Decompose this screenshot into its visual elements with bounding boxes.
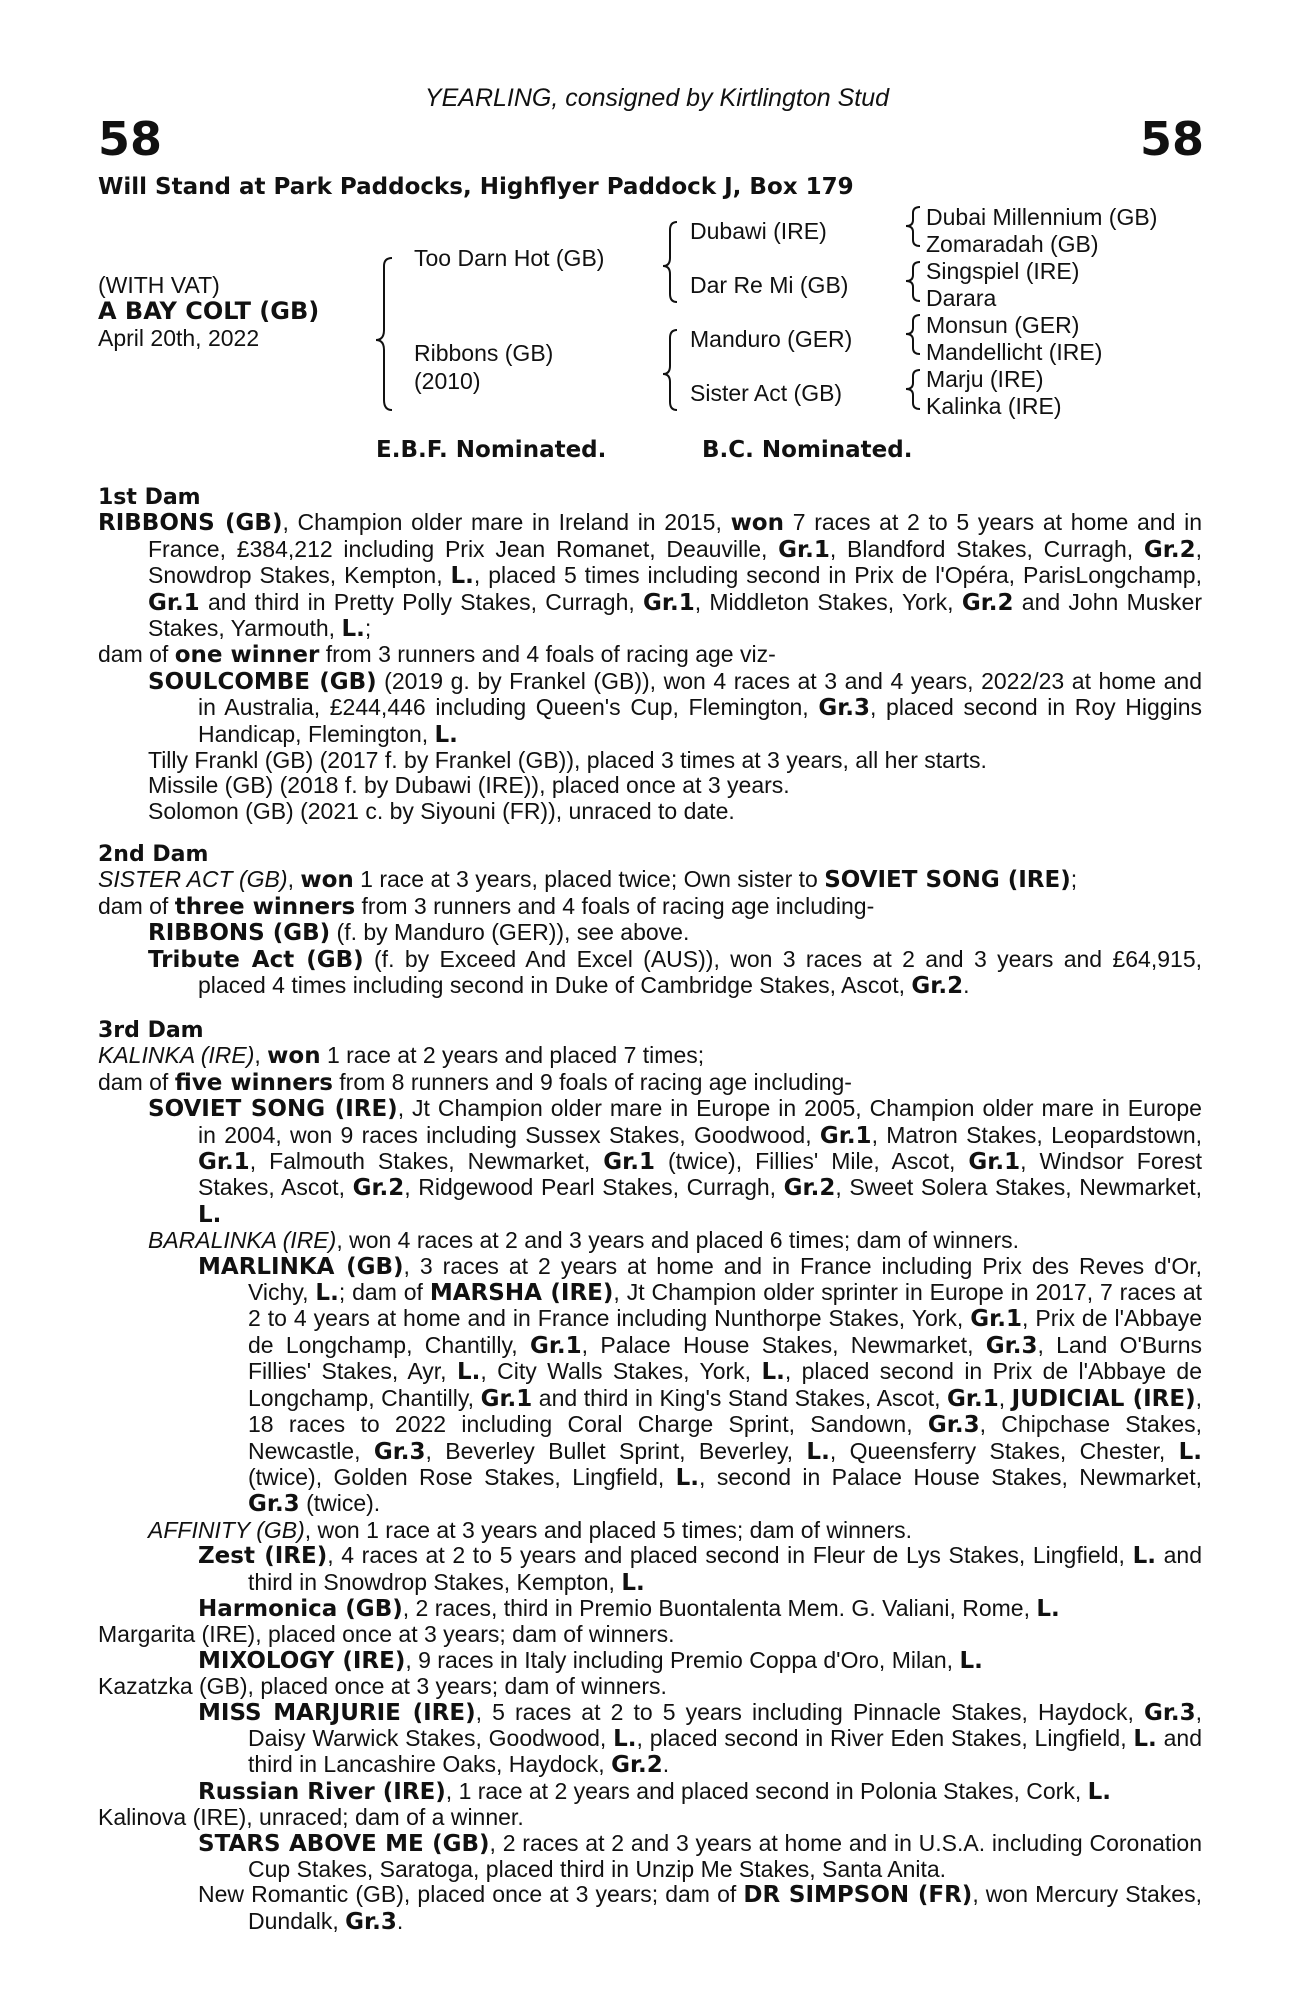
record-text: 1 race at 3 years, placed twice; Own sister to [353,866,825,893]
grade-label: Gr.3 [927,1412,980,1439]
third-dam-section [98,1018,1202,1935]
grand-produce-entry [98,1831,1202,1883]
grade-label: L. [675,1464,700,1491]
grade-label: Gr.3 [345,1908,397,1935]
produce-entry: Tilly Frankl (GB) (2017 f. by Frankel (GB)), placed 3 times at 3 years, all her starts. [148,747,987,774]
record-text: and third in Snowdrop Stakes, Kempton, [248,1542,1202,1595]
record-text: , won 4 races at 2 and 3 years and placed 6 times; dam of winners. [336,1227,1020,1254]
record-text: , placed second in Prix de l'Abbaye de Longchamp, Chantilly, [248,1358,1202,1411]
record-text: , 5 races at 2 to 5 years including Pinnacle Stakes, Haydock, [475,1698,1144,1725]
record-text: and John Musker Stakes, Yarmouth, [148,588,1202,642]
record-text: , placed second in River Eden Stakes, Lingfield, [636,1724,1134,1751]
dam-name: KALINKA (IRE) [98,1042,255,1069]
produce-entry: Kazatzka (GB), placed once at 3 years; dam of winners. [98,1673,667,1700]
grade-label: L. [761,1359,785,1386]
sire-dam-name: Dar Re Mi (GB) [690,272,849,298]
record-text: , 2 races, third in Premio Buontalenta Mem. G. Valiani, Rome, [402,1594,1037,1621]
ebf-nomination: E.B.F. Nominated. [376,437,607,463]
won-label: won [300,867,354,894]
lot-number-left: 58 [98,112,163,166]
vat-note: (WITH VAT) [98,272,220,298]
grade-label: Gr.3 [818,695,871,722]
record-text: , Matron Stakes, Leopardstown, [871,1121,1202,1148]
grade-label: L. [1178,1438,1203,1465]
grade-label: L. [806,1438,830,1465]
record-text: (2019 g. by Frankel (GB)), won 4 races at 3 and 4 years, 2022/23 at home and in Australia, £244,446 including Queen's Cup, Flemington, [198,667,1202,721]
dam-record [98,510,1202,642]
grade-label: Gr.1 [778,536,830,563]
record-text: from 3 runners and 4 foals of racing age viz- [319,641,776,668]
produce-entry: Kalinova (IRE), unraced; dam of a winner. [98,1804,524,1831]
record-text: , Queensferry Stakes, Chester, [829,1437,1179,1464]
consignment-header: YEARLING, consigned by Kirtlington Stud [424,84,890,112]
produce-name: RIBBONS (GB) [148,920,331,947]
produce-entry [98,1228,1202,1253]
grade-label: Gr.1 [947,1385,999,1412]
produce-name: JUDICIAL (IRE) [1011,1385,1196,1412]
record-text: , 9 races in Italy including Premio Coppa d'Oro, Milan, [405,1646,960,1673]
produce-name: MISS MARJURIE (IRE) [198,1699,476,1726]
record-text: New Romantic (GB), placed once at 3 years; dam of [198,1881,744,1908]
produce-name: SOULCOMBE (GB) [148,668,377,695]
produce-entry: Missile (GB) (2018 f. by Dubawi (IRE)), placed once at 3 years. [148,772,790,799]
produce-name: MARLINKA (GB) [198,1253,404,1280]
second-dam-section [98,842,1202,999]
record-text: , Sweet Solera Stakes, Newmarket, [835,1174,1202,1201]
horse-name: A BAY COLT (GB) [98,297,320,325]
record-text: , placed second in Roy Higgins Handicap, Flemington, [198,694,1202,747]
sire-sire-name: Dubawi (IRE) [690,218,827,244]
grand-produce-entry [98,1596,1202,1622]
record-text: , 1 race at 2 years and placed second in Polonia Stakes, Cork, [445,1777,1088,1804]
won-label: won [730,510,784,537]
produce-name: BARALINKA (IRE) [148,1227,337,1254]
grand-produce-entry [98,1700,1202,1779]
grade-label: L. [315,1280,339,1307]
grade-label: Gr.1 [148,589,200,616]
dam-record [98,1043,1202,1069]
gen3-name: Kalinka (IRE) [926,393,1062,419]
dam-year: (2010) [414,368,481,394]
produce-name: Zest (IRE) [198,1543,328,1570]
record-text: from 3 runners and 4 foals of racing age including- [355,892,875,919]
record-text: , [287,866,301,893]
produce-entry: Margarita (IRE), placed once at 3 years; dam of winners. [98,1621,675,1648]
produce-name: STARS ABOVE ME (GB) [198,1830,490,1857]
section-heading: 3rd Dam [98,1018,204,1043]
dam-name: RIBBONS (GB) [98,510,283,537]
record-text: , Ridgewood Pearl Stakes, Curragh, [404,1174,784,1201]
record-text: ; [1070,866,1078,893]
record-text: (f. by Exceed And Excel (AUS)), won 3 races at 2 and 3 years and £64,915, placed 4 times including second in Duke of Cambridge Stakes, Ascot, [198,945,1202,999]
sire-name: Too Darn Hot (GB) [414,245,605,271]
produce-summary [98,1070,1202,1096]
gen3-name: Mandellicht (IRE) [926,339,1103,365]
produce-name: Harmonica (GB) [198,1595,403,1622]
grand-produce-entry [98,1543,1202,1596]
record-text: , Chipchase Stakes, Newcastle, [248,1411,1202,1464]
record-text: , Beverley Bullet Sprint, Beverley, [425,1437,807,1464]
record-text: , placed 5 times including second in Prix de l'Opéra, ParisLongchamp, [473,562,1202,589]
record-text: and third in King's Stand Stakes, Ascot, [532,1384,948,1411]
dam-name: Ribbons (GB) [414,340,554,366]
produce-name: MARSHA (IRE) [429,1280,614,1307]
grand-produce-entry [98,1254,1202,1518]
record-text: , Palace House Stakes, Newmarket, [581,1331,986,1358]
grade-label: L. [434,721,458,748]
record-text: , Prix de l'Abbaye de Longchamp, Chantilly, [248,1305,1202,1358]
record-text: dam of [98,892,175,919]
produce-entry [98,947,1202,1000]
grade-label: L. [1133,1725,1157,1752]
produce-name: MIXOLOGY (IRE) [198,1647,406,1674]
gen3-name: Darara [926,285,997,311]
produce-name: Tribute Act (GB) [148,946,364,973]
record-text: , won 1 race at 3 years and placed 5 times; dam of winners. [304,1516,913,1543]
produce-summary [98,894,1202,920]
record-text: dam of [98,641,175,668]
grade-label: Gr.2 [783,1175,836,1202]
record-text: and third in Pretty Polly Stakes, Curragh, [199,588,644,615]
record-text: (f. by Manduro (GER)), see above. [330,919,690,946]
record-text: , Daisy Warwick Stakes, Goodwood, [248,1698,1203,1751]
gen3-name: Monsun (GER) [926,312,1080,338]
record-text: ; dam of [338,1279,430,1306]
grade-label: L. [959,1647,983,1674]
grade-label: L. [621,1569,645,1596]
grade-label: Gr.1 [643,589,695,616]
produce-entry [98,669,1202,748]
record-text: , Land O'Burns Fillies' Stakes, Ayr, [248,1331,1202,1385]
record-text: , Jt Champion older mare in Europe in 2005, Champion older mare in Europe in 2004, won 9 races including Sussex Stakes, Goodwood, [198,1095,1202,1148]
grade-label: Gr.1 [198,1149,250,1176]
record-text: , 18 races to 2022 including Coral Charge Sprint, Sandown, [248,1384,1202,1438]
winner-count: five winners [174,1069,333,1096]
record-text: , second in Palace House Stakes, Newmarket, [699,1463,1202,1490]
produce-name: DR SIMPSON (FR) [743,1882,973,1909]
produce-entry [98,1096,1202,1228]
record-text: (twice), Golden Rose Stakes, Lingfield, [248,1463,676,1490]
grade-label: Gr.1 [529,1332,582,1359]
produce-name: SOVIET SONG (IRE) [148,1096,398,1123]
record-text: , 4 races at 2 to 5 years and placed second in Fleur de Lys Stakes, Lingfield, [327,1542,1133,1569]
grade-label: Gr.2 [611,1752,663,1779]
record-text: , Jt Champion older sprinter in Europe in 2017, 7 races at 2 to 4 years at home and in France including Nunthorpe Stakes, York, [248,1279,1203,1332]
record-text: . [963,972,970,999]
dam-record [98,867,1202,893]
gen3-name: Marju (IRE) [926,366,1044,392]
record-text: and third in Lancashire Oaks, Haydock, [248,1724,1202,1778]
record-text: . [396,1907,404,1934]
won-label: won [267,1043,321,1070]
record-text: (twice), Fillies' Mile, Ascot, [654,1148,969,1175]
grade-label: Gr.3 [373,1438,426,1465]
grade-label: Gr.2 [911,973,964,1000]
grade-label: Gr.3 [985,1332,1038,1359]
record-text: , Blandford Stakes, Curragh, [829,535,1144,562]
grade-label: Gr.1 [480,1385,533,1412]
gen3-name: Dubai Millennium (GB) [926,204,1158,230]
grade-label: Gr.2 [961,589,1014,616]
record-text: , 3 races at 2 years at home and in France including Prix des Reves d'Or, Vichy, [248,1252,1202,1306]
gen3-name: Zomaradah (GB) [926,231,1099,257]
gen3-name: Singspiel (IRE) [926,258,1080,284]
record-text: 1 race at 2 years and placed 7 times; [320,1042,705,1069]
record-text: , Champion older mare in Ireland in 2015, [282,509,731,536]
lot-number-right: 58 [1139,112,1204,166]
grade-label: L. [341,616,365,643]
grade-label: L. [198,1201,222,1228]
grade-label: L. [450,563,474,590]
record-text: 7 races at 2 to 5 years at home and in France, £384,212 including Prix Jean Romanet, Deauville, [148,509,1202,562]
record-text: , [998,1384,1012,1411]
grade-label: Gr.1 [968,1149,1021,1176]
record-text: , City Walls Stakes, York, [480,1358,762,1385]
grade-label: Gr.1 [603,1149,655,1176]
grade-label: Gr.2 [352,1175,405,1202]
grand-produce-entry [98,1779,1202,1805]
record-text: ; [364,615,372,642]
grade-label: L. [1087,1778,1112,1805]
record-text: , Snowdrop Stakes, Kempton, [148,535,1202,589]
section-heading: 1st Dam [98,485,201,510]
record-text: , Falmouth Stakes, Newmarket, [249,1148,604,1175]
dam-dam-name: Sister Act (GB) [690,380,843,406]
record-text: , Middleton Stakes, York, [694,588,962,615]
grand-produce-entry [98,1882,1202,1935]
record-text: from 8 runners and 9 foals of racing age including- [332,1068,852,1095]
produce-entry: Solomon (GB) (2021 c. by Siyouni (FR)), unraced to date. [148,797,735,824]
produce-summary [98,642,1202,668]
grade-label: Gr.1 [970,1306,1022,1333]
dam-sire-name: Manduro (GER) [690,326,853,352]
produce-entry [98,1518,1202,1543]
winner-count: one winner [174,642,320,669]
produce-name: Russian River (IRE) [198,1778,446,1805]
record-text: , won Mercury Stakes, Dundalk, [248,1881,1202,1934]
grade-label: Gr.3 [1143,1699,1196,1726]
grade-label: L. [456,1359,481,1386]
record-text: . [662,1751,670,1778]
record-text: dam of [98,1068,175,1095]
grade-label: Gr.1 [819,1122,872,1149]
record-text: , 2 races at 2 and 3 years at home and in U.S.A. including Coronation Cup Stakes, Saratoga, placed third in Unzip Me Stakes, Santa Anita. [248,1829,1203,1882]
foaling-date: April 20th, 2022 [98,325,260,351]
grade-label: Gr.3 [248,1491,300,1518]
record-text: , [254,1042,268,1069]
produce-entry [98,920,1202,946]
record-text: , Windsor Forest Stakes, Ascot, [198,1148,1202,1201]
grade-label: Gr.2 [1143,536,1196,563]
grade-label: L. [1132,1543,1156,1570]
stand-location: Will Stand at Park Paddocks, Highflyer Paddock J, Box 179 [98,174,854,200]
produce-name: AFFINITY (GB) [148,1516,305,1543]
bc-nomination: B.C. Nominated. [702,437,913,463]
grand-produce-entry [98,1648,1202,1674]
winner-count: three winners [174,893,356,920]
dam-name: SISTER ACT (GB) [98,866,288,893]
record-text: (twice). [299,1490,381,1517]
section-heading: 2nd Dam [98,842,209,867]
grade-label: L. [1036,1595,1060,1622]
grade-label: L. [613,1725,637,1752]
first-dam-section [98,485,1202,824]
sister-name: SOVIET SONG (IRE) [824,867,1071,894]
